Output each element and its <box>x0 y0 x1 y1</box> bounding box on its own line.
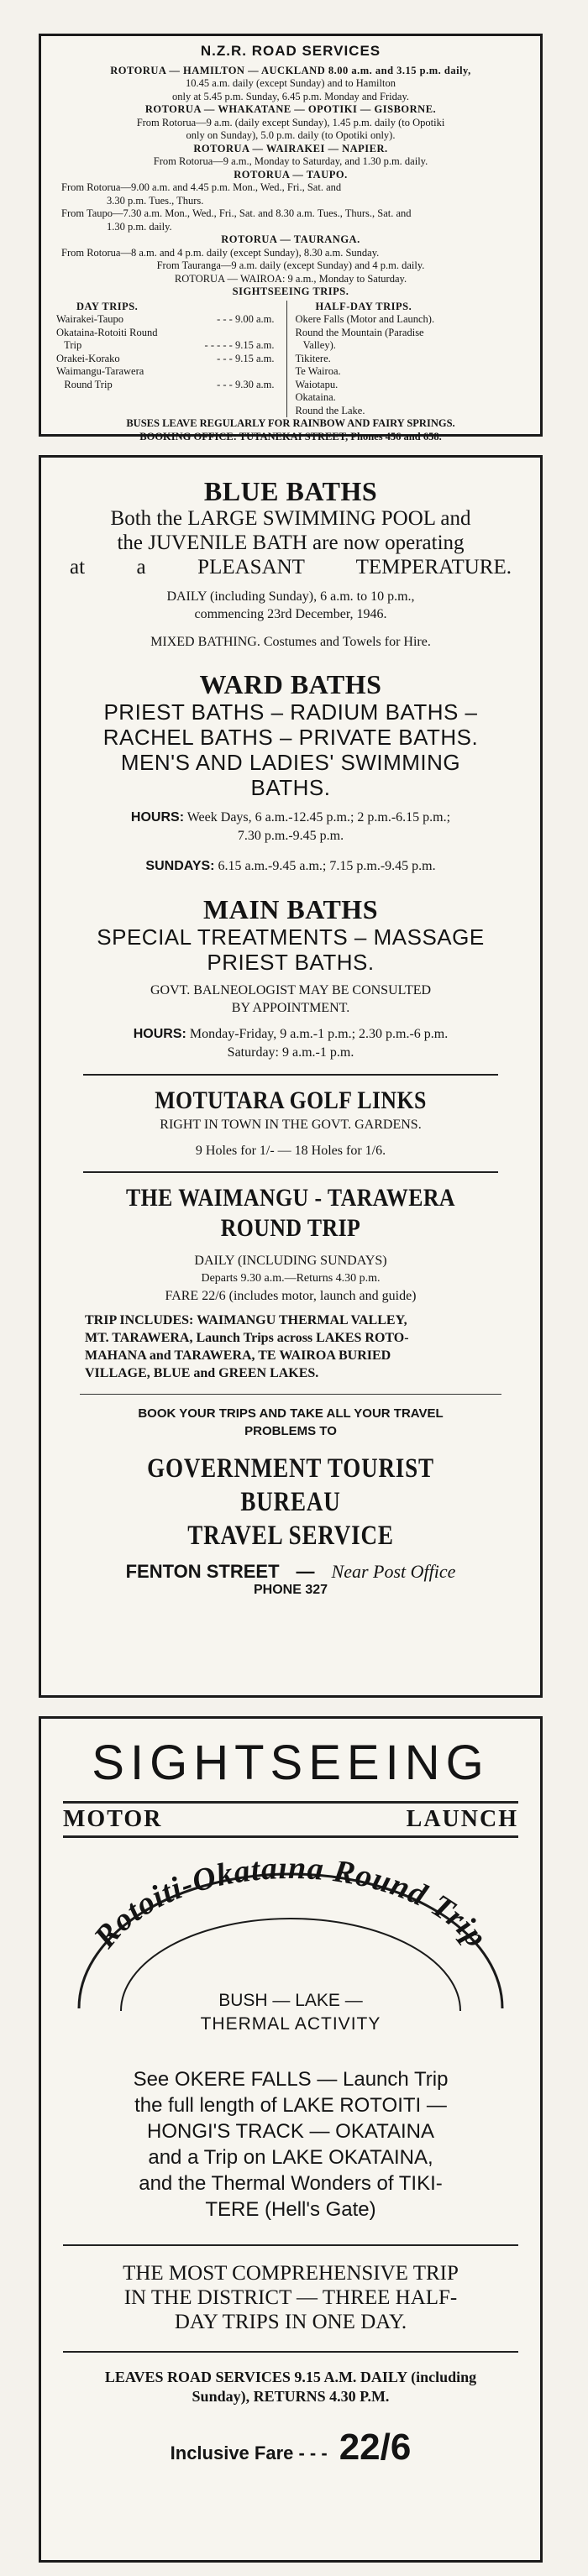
bureau-phone: PHONE 327 <box>253 1583 328 1597</box>
half-day-trip: Okataina. <box>295 391 336 403</box>
see-line: See OKERE FALLS — Launch Trip <box>133 2068 449 2091</box>
day-trip-time: - - - 9.30 a.m. <box>217 378 275 390</box>
sightseeing-title: SIGHTSEEING <box>92 1736 490 1790</box>
thermal-activity-text: THERMAL ACTIVITY <box>200 2014 381 2034</box>
nzr-route-line: From Rotorua—9 a.m. (daily except Sunday), 1.45 p.m. daily (to Opotiki <box>136 116 445 128</box>
golf-holes: 9 Holes for 1/- — 18 Holes for 1/6. <box>195 1144 386 1158</box>
nzr-route-line: From Rotorua—9.00 a.m. and 4.45 p.m. Mon., Wed., Fri., Sat. and <box>61 181 342 193</box>
round-trip-arc-text: Rotoiti-Okataina Round Trip <box>87 1861 495 1955</box>
divider <box>80 1394 501 1395</box>
see-description <box>66 2066 515 2223</box>
nzr-route-line: From Rotorua—8 a.m. and 4 p.m. daily (except Sunday), 8.30 a.m. Sunday. <box>61 246 380 259</box>
waimangu-title-1: THE WAIMANGU - TARAWERA <box>126 1184 455 1212</box>
main-hours-saturday: Saturday: 9 a.m.-1 p.m. <box>227 1045 354 1060</box>
nzr-route-lines <box>56 65 525 299</box>
half-day-trip: Waiotapu. <box>295 378 339 390</box>
nzr-route-line: ROTORUA — WHAKATANE — OPOTIKI — GISBORNE. <box>144 103 437 115</box>
book-trips-1: BOOK YOUR TRIPS AND TAKE ALL YOUR TRAVEL <box>138 1406 444 1421</box>
comprehensive-line: THE MOST COMPREHENSIVE TRIP <box>123 2262 459 2285</box>
ward-hours-label: HOURS: <box>130 810 185 825</box>
day-trip-name: Okataina-Rotoiti Round <box>56 326 158 338</box>
comprehensive-line: IN THE DISTRICT — THREE HALF- <box>123 2286 458 2309</box>
main-line-2: PRIEST BATHS. <box>207 950 375 975</box>
nzr-route-line: ROTORUA — HAMILTON — AUCKLAND 8.00 a.m. and 3.15 p.m. daily, <box>110 64 471 76</box>
sightseeing-trips-table <box>56 301 525 418</box>
nzr-footer-booking: BOOKING OFFICE: TUTANEKAI STREET, Phones 456 and 658. <box>139 430 442 442</box>
launch-label: LAUNCH <box>406 1806 518 1832</box>
nzr-route-line: 3.30 p.m. Tues., Thurs. <box>107 194 204 207</box>
blue-baths-commencing: commencing 23rd December, 1946. <box>194 607 387 621</box>
main-govt-2: BY APPOINTMENT. <box>231 1001 350 1015</box>
day-trips-list <box>56 313 286 391</box>
round-trip-arc-emblem <box>72 1861 509 2055</box>
nzr-route-line: From Rotorua—9 a.m., Monday to Saturday, and 1.30 p.m. daily. <box>153 155 428 167</box>
day-trip-name: Trip <box>56 339 82 351</box>
comprehensive-line: DAY TRIPS IN ONE DAY. <box>174 2311 407 2333</box>
day-trip-time: - - - - - 9.15 a.m. <box>204 339 275 351</box>
nzr-road-services-ad <box>39 34 543 442</box>
ward-line-1: PRIEST BATHS – RADIUM BATHS – <box>103 699 478 725</box>
fare-label: Inclusive Fare - - - <box>170 2442 328 2463</box>
ward-line-2: RACHEL BATHS – PRIVATE BATHS. <box>102 725 479 750</box>
day-trip-name: Wairakei-Taupo <box>56 313 124 325</box>
day-trips-heading: DAY TRIPS. <box>76 300 139 312</box>
nzr-route-line: 10.45 a.m. daily (except Sunday) and to Hamilton <box>186 77 396 89</box>
half-day-trip: Round the Lake. <box>295 404 365 416</box>
ward-hours-text: Week Days, 6 a.m.-12.45 p.m.; 2 p.m.-6.15 p.m.; <box>186 810 451 825</box>
bureau-address <box>63 1561 518 1583</box>
waimangu-departs: Departs 9.30 a.m.—Returns 4.30 p.m. <box>201 1272 381 1285</box>
ward-line-4: BATHS. <box>250 775 331 800</box>
day-trip-row <box>56 365 286 379</box>
divider <box>63 2351 518 2353</box>
nzr-route-line: ROTORUA — TAUPO. <box>234 168 348 181</box>
divider <box>63 2244 518 2246</box>
ward-sundays-label: SUNDAYS: <box>145 859 215 873</box>
day-trip-time: - - - 9.00 a.m. <box>217 313 275 325</box>
nzr-route-line: From Tauranga—9 a.m. daily (except Sunday) and 4 p.m. daily. <box>156 259 425 271</box>
leaves-line-1: LEAVES ROAD SERVICES 9.15 A.M. DAILY (including <box>104 2369 477 2385</box>
see-line: and a Trip on LAKE OKATAINA, <box>148 2146 433 2169</box>
see-line: HONGI'S TRACK — OKATAINA <box>147 2120 434 2143</box>
motor-launch-bar <box>63 1801 518 1838</box>
travel-service: TRAVEL SERVICE <box>187 1521 394 1551</box>
motor-label: MOTOR <box>63 1806 163 1832</box>
comprehensive-trip-text <box>66 2261 515 2334</box>
divider <box>83 1171 498 1173</box>
nzr-route-line: SIGHTSEEING TRIPS. <box>232 285 349 297</box>
blue-baths-line-2: the JUVENILE BATH are now operating <box>117 531 465 554</box>
ward-sundays-text: 6.15 a.m.-9.45 a.m.; 7.15 p.m.-9.45 p.m. <box>218 859 436 873</box>
half-day-trip: Te Wairoa. <box>295 365 341 377</box>
nzr-route-line: ROTORUA — TAURANGA. <box>221 233 360 245</box>
day-trip-name: Round Trip <box>56 378 113 390</box>
day-trip-row <box>56 313 286 327</box>
golf-title: MOTUTARA GOLF LINKS <box>155 1086 427 1114</box>
sightseeing-launch-ad <box>39 1716 543 2563</box>
fenton-street: FENTON STREET <box>125 1561 280 1582</box>
golf-subtitle: RIGHT IN TOWN IN THE GOVT. GARDENS. <box>160 1118 422 1132</box>
ward-sundays <box>63 857 518 876</box>
blue-baths-title: BLUE BATHS <box>203 476 378 506</box>
blue-baths-line-1: Both the LARGE SWIMMING POOL and <box>110 507 471 530</box>
main-baths-title: MAIN BATHS <box>203 894 378 924</box>
blue-baths-mixed: MIXED BATHING. Costumes and Towels for Hire. <box>150 635 431 649</box>
day-trip-row <box>56 339 286 353</box>
main-hours-text: Monday-Friday, 9 a.m.-1 p.m.; 2.30 p.m.-6 p.m. <box>189 1027 449 1041</box>
near-post-office: Near Post Office <box>331 1561 456 1582</box>
nzr-title: N.Z.R. ROAD SERVICES <box>200 43 381 59</box>
nzr-route-line: only on Sunday), 5.0 p.m. daily (to Opotiki only). <box>186 129 396 141</box>
see-line: and the Thermal Wonders of TIKI- <box>139 2172 443 2195</box>
blue-baths-line-3-text: at a PLEASANT TEMPERATURE. <box>70 556 512 579</box>
nzr-footer-buses: BUSES LEAVE REGULARLY FOR RAINBOW AND FAIRY SPRINGS. <box>126 417 455 429</box>
waimangu-includes-3: MAHANA and TARAWERA, TE WAIROA BURIED <box>85 1348 391 1363</box>
blue-baths-daily: DAILY (including Sunday), 6 a.m. to 10 p.m., <box>166 589 415 604</box>
day-trip-time: - - - 9.15 a.m. <box>217 352 275 364</box>
nzr-route-line: ROTORUA — WAIROA: 9 a.m., Monday to Saturday. <box>174 272 407 285</box>
day-trip-name: Orakei-Korako <box>56 352 120 364</box>
see-line: TERE (Hell's Gate) <box>205 2198 376 2221</box>
half-day-trip: Okere Falls (Motor and Launch). <box>295 313 435 325</box>
waimangu-includes-1: TRIP INCLUDES: WAIMANGU THERMAL VALLEY, <box>85 1313 407 1327</box>
waimangu-fare: FARE 22/6 (includes motor, launch and guide) <box>165 1289 417 1303</box>
leaves-line-2: Sunday), RETURNS 4.30 P.M. <box>192 2388 390 2405</box>
main-govt-1: GOVT. BALNEOLOGIST MAY BE CONSULTED <box>150 983 432 997</box>
ward-baths-title: WARD BATHS <box>199 669 382 699</box>
day-trip-row <box>56 379 286 392</box>
see-line: the full length of LAKE ROTOITI — <box>134 2094 447 2117</box>
fare-value: 22/6 <box>339 2427 412 2468</box>
main-hours <box>63 1025 518 1044</box>
main-hours-label: HOURS: <box>133 1027 186 1041</box>
day-trip-row <box>56 353 286 366</box>
day-trip-row <box>56 327 286 340</box>
address-dash: — <box>296 1561 315 1582</box>
waimangu-daily: DAILY (INCLUDING SUNDAYS) <box>194 1254 387 1268</box>
half-day-trips-heading: HALF-DAY TRIPS. <box>315 300 412 312</box>
nzr-route-line: From Taupo—7.30 a.m. Mon., Wed., Fri., Sat. and 8.30 a.m. Tues., Thurs., Sat. and <box>61 207 412 219</box>
waimangu-includes-2: MT. TARAWERA, Launch Trips across LAKES ROTO- <box>85 1331 409 1345</box>
divider <box>83 1074 498 1076</box>
half-day-trip: Valley). <box>295 339 336 351</box>
tourist-bureau-ad <box>39 455 543 1698</box>
inclusive-fare <box>41 2427 540 2469</box>
half-day-trip: Tikitere. <box>295 352 331 364</box>
nzr-route-line: ROTORUA — WAIRAKEI — NAPIER. <box>193 142 388 154</box>
half-day-trip: Round the Mountain (Paradise <box>295 326 424 338</box>
waimangu-title-2: ROUND TRIP <box>220 1214 361 1242</box>
nzr-route-line: only at 5.45 p.m. Sunday, 6.45 p.m. Monday and Friday. <box>171 90 410 102</box>
main-line-1: SPECIAL TREATMENTS – MASSAGE <box>97 924 485 950</box>
day-trip-name: Waimangu-Tarawera <box>56 365 144 377</box>
waimangu-includes-4: VILLAGE, BLUE and GREEN LAKES. <box>85 1366 319 1380</box>
ward-hours-evening: 7.30 p.m.-9.45 p.m. <box>237 829 344 843</box>
book-trips-2: PROBLEMS TO <box>244 1424 337 1438</box>
nzr-route-line: 1.30 p.m. daily. <box>107 220 172 233</box>
half-day-trips-list <box>296 313 526 417</box>
blue-baths-line-3 <box>63 555 518 579</box>
ward-line-3: MEN'S AND LADIES' SWIMMING <box>120 750 461 775</box>
ward-hours <box>63 809 518 827</box>
bush-lake-text: BUSH — LAKE — <box>218 1991 363 2010</box>
round-trip-badge <box>72 1861 509 2055</box>
government-tourist-bureau: GOVERNMENT TOURIST BUREAU <box>147 1453 434 1517</box>
